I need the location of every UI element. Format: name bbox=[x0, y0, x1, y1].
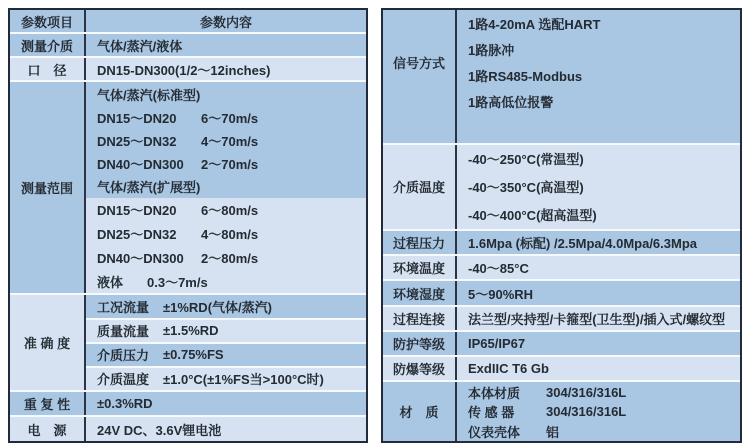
diameter-row bbox=[10, 56, 366, 80]
signal-content bbox=[457, 10, 740, 143]
range-speed: 6～80m/s bbox=[201, 203, 259, 219]
protection-rating-label: 防护等级 bbox=[383, 332, 457, 355]
measuring-range-section bbox=[10, 80, 366, 293]
material-row bbox=[457, 382, 740, 402]
material-name: 传 感 器 bbox=[468, 405, 515, 421]
ambient-temperature-label: 环境温度 bbox=[383, 256, 457, 279]
range-dn: DN40～DN300 bbox=[97, 251, 184, 267]
explosion-proof-label: 防爆等级 bbox=[383, 357, 457, 380]
range-line bbox=[86, 246, 366, 270]
ambient-temperature-row bbox=[383, 254, 740, 279]
range-dn: DN25～DN32 bbox=[97, 227, 177, 243]
material-content bbox=[457, 382, 740, 441]
accuracy-name: 工况流量 bbox=[97, 299, 150, 315]
range-standard-band bbox=[86, 82, 366, 198]
table-header-row bbox=[10, 10, 366, 32]
range-speed: 2～70m/s bbox=[201, 156, 259, 172]
range-line bbox=[86, 152, 366, 175]
left-spec-table bbox=[8, 8, 368, 443]
range-line bbox=[86, 222, 366, 246]
explosion-proof-value: ExdIIC T6 Gb bbox=[468, 361, 549, 377]
range-speed: 4～80m/s bbox=[201, 227, 259, 243]
measuring-medium-row bbox=[10, 32, 366, 56]
diameter-label: 口 径 bbox=[10, 58, 86, 80]
material-name: 本体材质 bbox=[468, 385, 521, 401]
range-speed: 4～70m/s bbox=[201, 133, 259, 149]
range-speed: 0.3～7m/s bbox=[147, 275, 208, 290]
material-value: 铝 bbox=[546, 424, 560, 440]
protection-rating-row bbox=[383, 330, 740, 355]
process-pressure-label: 过程压力 bbox=[383, 231, 457, 254]
accuracy-value: ±1%RD(气体/蒸汽) bbox=[163, 299, 272, 315]
range-line bbox=[86, 270, 366, 294]
diameter-value: DN15-DN300(1/2～12inches) bbox=[97, 62, 271, 78]
material-row bbox=[457, 421, 740, 441]
signal-line: 1路4-20mA 选配HART bbox=[468, 16, 601, 32]
accuracy-value: ±1.5%RD bbox=[163, 323, 219, 339]
range-dn: DN25～DN32 bbox=[97, 133, 177, 149]
accuracy-value: ±0.75%FS bbox=[163, 347, 224, 363]
accuracy-value: ±1.0°C(±1%FS当>100°C时) bbox=[163, 372, 324, 388]
range-dn: DN15～DN20 bbox=[97, 203, 177, 219]
range-speed: 6～70m/s bbox=[201, 110, 259, 126]
repeatability-row bbox=[10, 390, 366, 416]
material-value: 304/316/316L bbox=[546, 384, 627, 400]
repeatability-value: ±0.3%RD bbox=[97, 396, 153, 412]
power-value: 24V DC、3.6V锂电池 bbox=[97, 422, 222, 438]
signal-line: 1路脉冲 bbox=[468, 42, 515, 58]
power-row bbox=[10, 415, 366, 441]
range-line bbox=[86, 129, 366, 152]
accuracy-row bbox=[86, 295, 366, 317]
medium-temperature-line: -40～400°C(超高温型) bbox=[468, 208, 597, 224]
ambient-temperature-value: -40～85°C bbox=[468, 261, 529, 277]
repeatability-label: 重 复 性 bbox=[10, 392, 86, 416]
header-param-item: 参数项目 bbox=[10, 10, 86, 32]
accuracy-content bbox=[86, 295, 366, 389]
measuring-range-label: 测量范围 bbox=[10, 82, 86, 293]
power-label: 电 源 bbox=[10, 417, 86, 441]
range-line: 气体/蒸汽(扩展型) bbox=[97, 179, 201, 195]
measuring-medium-label: 测量介质 bbox=[10, 34, 86, 56]
accuracy-row bbox=[86, 342, 366, 366]
range-line bbox=[86, 106, 366, 129]
process-connection-row bbox=[383, 305, 740, 330]
accuracy-row bbox=[86, 318, 366, 342]
material-label: 材 质 bbox=[383, 382, 457, 441]
accuracy-name: 质量流量 bbox=[97, 324, 150, 340]
accuracy-row bbox=[86, 366, 366, 390]
right-spec-table bbox=[381, 8, 742, 443]
signal-label: 信号方式 bbox=[383, 10, 457, 143]
header-param-content: 参数内容 bbox=[199, 14, 252, 30]
process-pressure-value: 1.6Mpa (标配) /2.5Mpa/4.0Mpa/6.3Mpa bbox=[468, 236, 698, 252]
material-name: 仪表壳体 bbox=[468, 424, 521, 440]
range-extended-band bbox=[86, 198, 366, 293]
process-connection-value: 法兰型/夹持型/卡箍型(卫生型)/插入式/螺纹型 bbox=[468, 311, 726, 327]
signal-section bbox=[383, 10, 740, 143]
accuracy-section bbox=[10, 293, 366, 389]
medium-temperature-line: -40～350°C(高温型) bbox=[468, 180, 584, 196]
range-dn: DN40～DN300 bbox=[97, 156, 184, 172]
signal-line: 1路高低位报警 bbox=[468, 95, 554, 111]
explosion-proof-row bbox=[383, 355, 740, 380]
range-dn: DN15～DN20 bbox=[97, 110, 177, 126]
medium-temperature-line: -40～250°C(常温型) bbox=[468, 152, 584, 168]
range-speed: 2～80m/s bbox=[201, 251, 259, 267]
medium-temperature-label: 介质温度 bbox=[383, 145, 457, 229]
signal-line: 1路RS485-Modbus bbox=[468, 68, 583, 84]
ambient-humidity-row bbox=[383, 279, 740, 304]
process-pressure-row bbox=[383, 229, 740, 254]
range-liquid: 液体 bbox=[97, 275, 124, 290]
process-connection-label: 过程连接 bbox=[383, 307, 457, 330]
measuring-medium-value: 气体/蒸汽/液体 bbox=[97, 38, 183, 54]
measuring-range-content bbox=[86, 82, 366, 293]
range-line: 气体/蒸汽(标准型) bbox=[97, 87, 201, 103]
ambient-humidity-value: 5～90%RH bbox=[468, 286, 534, 302]
accuracy-label: 准 确 度 bbox=[10, 295, 86, 389]
material-value: 304/316/316L bbox=[546, 404, 627, 420]
material-section bbox=[383, 380, 740, 441]
medium-temperature-content bbox=[457, 145, 740, 229]
material-row bbox=[457, 402, 740, 422]
accuracy-name: 介质压力 bbox=[97, 348, 150, 364]
ambient-humidity-label: 环境湿度 bbox=[383, 281, 457, 304]
medium-temperature-section bbox=[383, 143, 740, 229]
range-line bbox=[86, 198, 366, 222]
accuracy-name: 介质温度 bbox=[97, 372, 150, 388]
protection-rating-value: IP65/IP67 bbox=[468, 335, 526, 351]
